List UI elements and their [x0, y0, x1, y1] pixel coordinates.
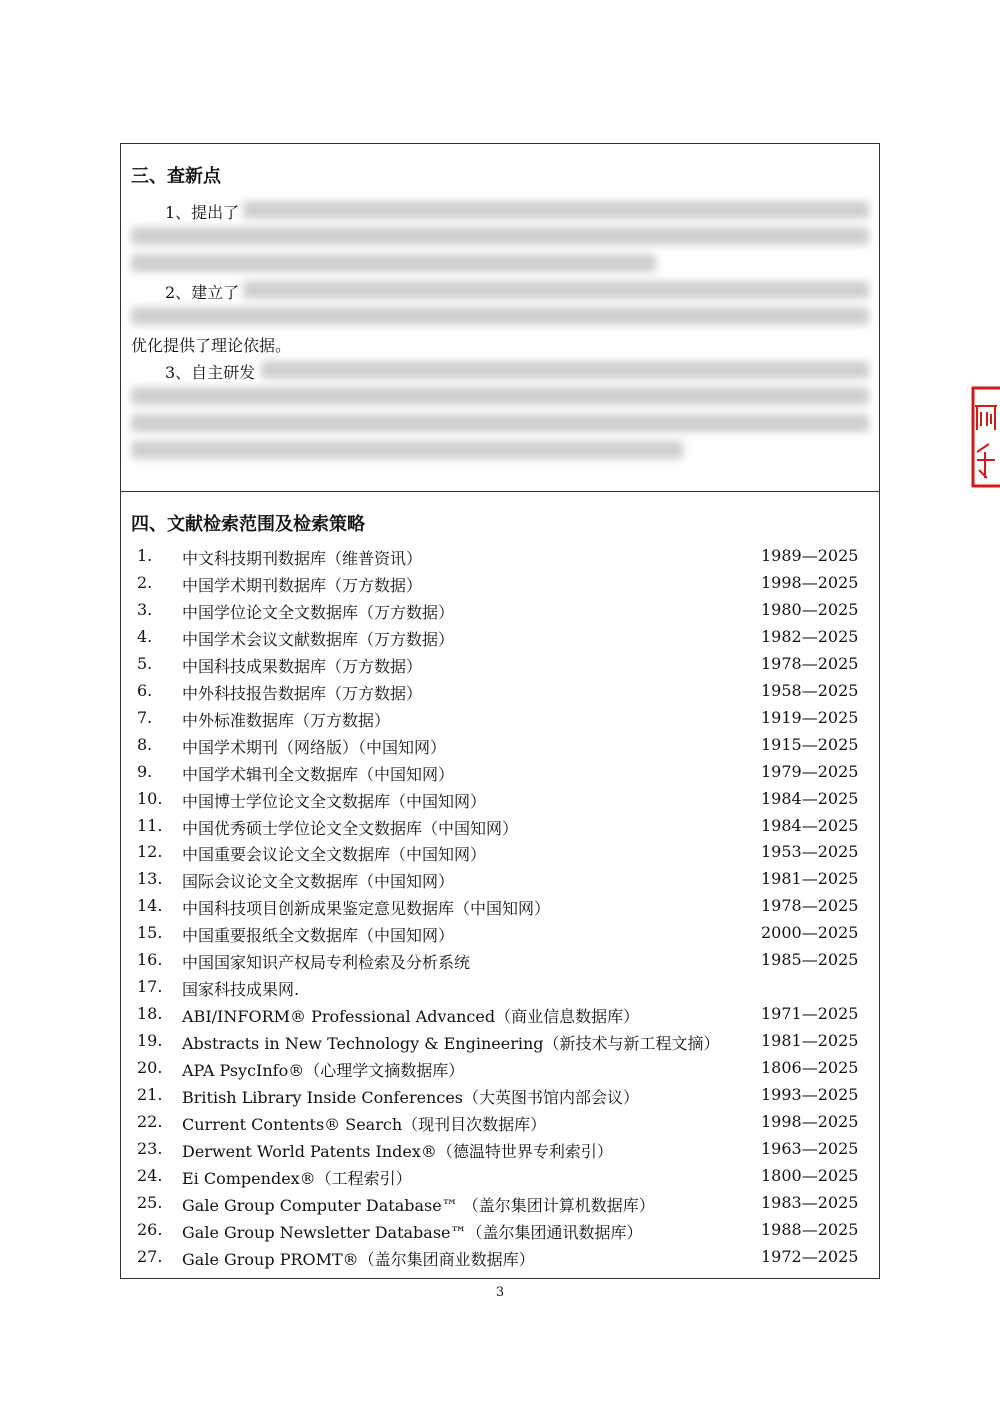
database-name: 中国国家知识产权局专利检索及分析系统 — [182, 953, 471, 973]
database-name: Derwent World Patents Index®（德温特世界专利索引） — [182, 1141, 613, 1161]
year-range: 1982—2025 — [761, 626, 859, 646]
year-range: 1919—2025 — [761, 707, 859, 727]
year-range: 1953—2025 — [761, 842, 859, 862]
table-row — [121, 546, 881, 573]
redacted-text — [261, 361, 869, 379]
row-number: 3. — [137, 599, 153, 619]
database-name: 中国重要报纸全文数据库（中国知网） — [182, 926, 455, 946]
year-range: 1971—2025 — [761, 1004, 859, 1024]
section-search-scope — [121, 492, 879, 1278]
section-novelty-points — [121, 144, 879, 492]
database-name: 中国优秀硕士学位论文全文数据库（中国知网） — [182, 818, 519, 838]
year-range: 1984—2025 — [761, 815, 859, 835]
table-row — [121, 1247, 881, 1274]
row-number: 13. — [137, 869, 163, 889]
year-range: 1983—2025 — [761, 1192, 859, 1212]
table-row — [121, 600, 881, 627]
table-row — [121, 627, 881, 654]
row-number: 16. — [137, 950, 163, 970]
row-number: 10. — [137, 788, 163, 808]
row-number: 21. — [137, 1085, 163, 1104]
database-name: Ei Compendex®（工程索引） — [182, 1168, 412, 1188]
database-name: APA PsycInfo®（心理学文摘数据库） — [182, 1061, 465, 1081]
table-row — [121, 654, 881, 681]
year-range: 1978—2025 — [761, 653, 859, 673]
year-range: 1978—2025 — [761, 896, 859, 916]
table-row — [121, 1058, 881, 1085]
row-number: 24. — [137, 1165, 163, 1185]
redacted-text — [243, 201, 869, 219]
row-number: 1. — [137, 546, 153, 565]
year-range: 1958—2025 — [761, 680, 859, 700]
table-row — [121, 977, 881, 1004]
table-row — [121, 1139, 881, 1166]
table-row — [121, 816, 881, 843]
page-number: 3 — [495, 1285, 505, 1300]
section3-title: 三、查新点 — [131, 166, 221, 187]
database-name: 国家科技成果网. — [182, 980, 300, 1000]
row-number: 2. — [137, 572, 153, 592]
row-number: 12. — [137, 842, 163, 862]
database-name: Current Contents® Search（现刊目次数据库） — [182, 1114, 547, 1134]
year-range: 1981—2025 — [761, 1031, 859, 1051]
table-row — [121, 1031, 881, 1058]
point-label: 1、提出了 — [165, 203, 240, 222]
database-name: 中国学位论文全文数据库（万方数据） — [182, 602, 455, 622]
report-table — [120, 143, 880, 1279]
database-name: 中国学术辑刊全文数据库（中国知网） — [182, 764, 455, 784]
row-number: 27. — [137, 1246, 163, 1266]
row-number: 25. — [137, 1192, 163, 1212]
point-label: 2、建立了 — [165, 283, 240, 302]
database-name: ABI/INFORM® Professional Advanced（商业信息数据库） — [182, 1007, 640, 1027]
point-label: 3、自主研发 — [165, 363, 256, 382]
table-row — [121, 1193, 881, 1220]
database-name: Gale Group PROMT®（盖尔集团商业数据库） — [182, 1249, 535, 1269]
database-name: 中国学术会议文献数据库（万方数据） — [182, 629, 455, 649]
table-row — [121, 573, 881, 600]
point-tail-text: 优化提供了理论依据。 — [131, 336, 292, 355]
database-name: 中国学术期刊数据库（万方数据） — [182, 575, 423, 595]
red-seal-stamp — [967, 386, 1000, 490]
year-range: 1979—2025 — [761, 761, 859, 781]
table-row — [121, 842, 881, 869]
row-number: 11. — [137, 815, 163, 835]
redacted-text — [131, 307, 869, 325]
year-range: 1998—2025 — [761, 1111, 859, 1131]
year-range: 1984—2025 — [761, 788, 859, 808]
year-range: 1989—2025 — [761, 546, 859, 565]
table-row — [121, 762, 881, 789]
table-row — [121, 1004, 881, 1031]
year-range: 1988—2025 — [761, 1219, 859, 1239]
redacted-text — [243, 281, 869, 299]
table-row — [121, 896, 881, 923]
table-row — [121, 923, 881, 950]
database-name: British Library Inside Conferences（大英图书馆内部会议） — [182, 1088, 640, 1107]
row-number: 5. — [137, 653, 153, 673]
year-range: 1980—2025 — [761, 599, 859, 619]
row-number: 18. — [137, 1004, 163, 1024]
database-name: 中外科技报告数据库（万方数据） — [182, 683, 423, 703]
database-name: Gale Group Computer Database™ （盖尔集团计算机数据库） — [182, 1195, 655, 1215]
year-range: 1800—2025 — [761, 1165, 859, 1185]
redacted-text — [131, 227, 869, 245]
row-number: 20. — [137, 1058, 163, 1078]
table-row — [121, 1085, 881, 1112]
row-number: 8. — [137, 734, 153, 754]
redacted-text — [131, 441, 683, 459]
row-number: 14. — [137, 896, 163, 916]
database-name: Abstracts in New Technology & Engineering（新技术与新工程文摘） — [182, 1034, 720, 1054]
database-name: 中国博士学位论文全文数据库（中国知网） — [182, 791, 487, 811]
row-number: 9. — [137, 761, 153, 781]
table-row — [121, 789, 881, 816]
redacted-text — [131, 414, 869, 432]
row-number: 6. — [137, 680, 153, 700]
row-number: 26. — [137, 1219, 163, 1239]
year-range: 1993—2025 — [761, 1085, 859, 1104]
row-number: 15. — [137, 923, 163, 943]
database-name: 中国学术期刊（网络版）（中国知网） — [182, 737, 447, 757]
year-range: 1985—2025 — [761, 950, 859, 970]
database-name: 中外标准数据库（万方数据） — [182, 710, 391, 730]
database-name: 中国重要会议论文全文数据库（中国知网） — [182, 845, 487, 865]
row-number: 7. — [137, 707, 153, 727]
table-row — [121, 735, 881, 762]
row-number: 4. — [137, 626, 153, 646]
table-row — [121, 869, 881, 896]
table-row — [121, 950, 881, 977]
row-number: 19. — [137, 1031, 163, 1051]
year-range: 1915—2025 — [761, 734, 859, 754]
redacted-text — [131, 254, 656, 272]
database-name: 中文科技期刊数据库（维普资讯） — [182, 549, 423, 568]
year-range: 2000—2025 — [761, 923, 859, 943]
table-row — [121, 708, 881, 735]
database-name: 中国科技项目创新成果鉴定意见数据库（中国知网） — [182, 899, 551, 919]
table-row — [121, 1220, 881, 1247]
year-range: 1998—2025 — [761, 572, 859, 592]
database-name: Gale Group Newsletter Database™（盖尔集团通讯数据库） — [182, 1222, 643, 1242]
table-row — [121, 681, 881, 708]
database-name: 国际会议论文全文数据库（中国知网） — [182, 872, 455, 892]
year-range: 1806—2025 — [761, 1058, 859, 1078]
redacted-text — [131, 387, 869, 405]
database-name: 中国科技成果数据库（万方数据） — [182, 656, 423, 676]
year-range: 1963—2025 — [761, 1138, 859, 1158]
section4-title: 四、文献检索范围及检索策略 — [131, 514, 365, 535]
row-number: 22. — [137, 1111, 163, 1131]
table-row — [121, 1112, 881, 1139]
year-range: 1972—2025 — [761, 1246, 859, 1266]
row-number: 23. — [137, 1138, 163, 1158]
year-range: 1981—2025 — [761, 869, 859, 889]
table-row — [121, 1166, 881, 1193]
row-number: 17. — [137, 977, 163, 997]
